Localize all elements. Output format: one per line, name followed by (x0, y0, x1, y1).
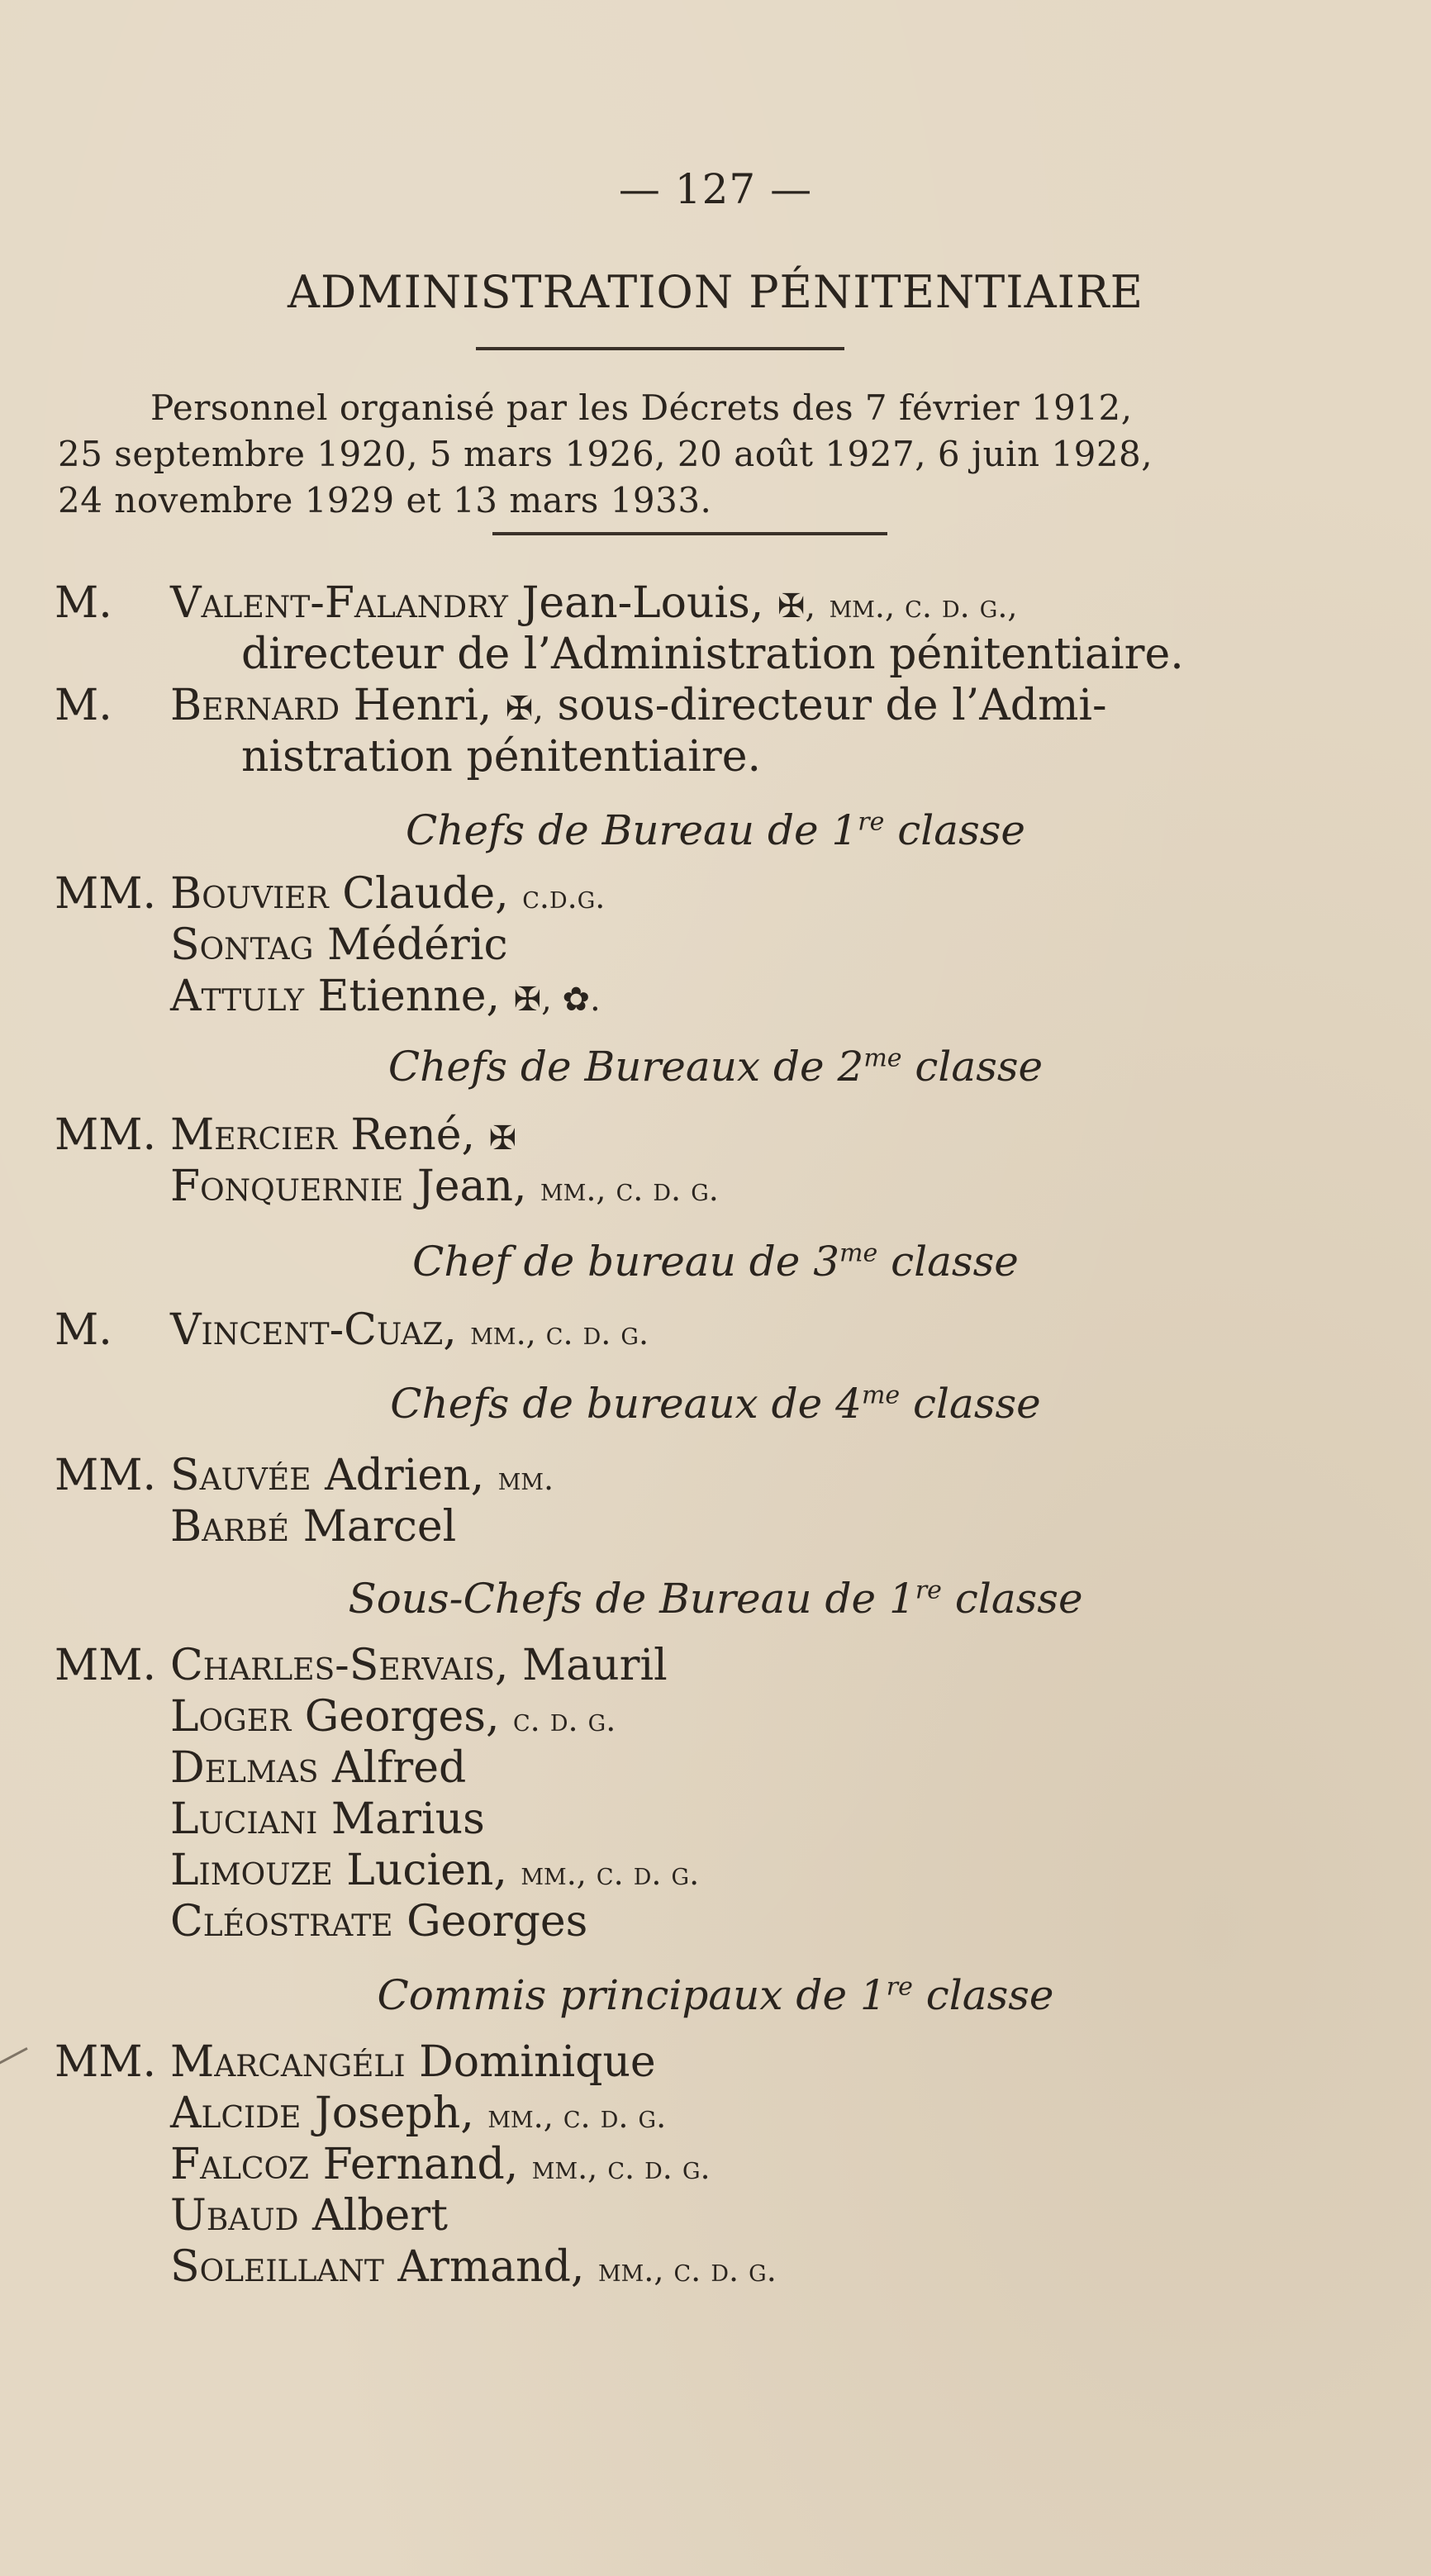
titles: mm., c. d. g. (540, 1172, 719, 1208)
section-heading-commis-1 (0, 1971, 1431, 2019)
section-heading-chefs-4 (0, 1380, 1431, 1428)
section-title: Chefs de Bureaux de 2 (387, 1043, 864, 1091)
list-item (170, 1692, 616, 1742)
section-title-sup: me (839, 1238, 878, 1268)
list-item (170, 1305, 649, 1355)
surname: Marcangéli (170, 2037, 406, 2087)
legion-honour-icon: ✠ (488, 1119, 517, 1157)
list-item (170, 1846, 699, 1895)
section-title: Sous-Chefs de Bureau de 1 (348, 1575, 915, 1623)
legion-honour-icon: ✠, (777, 587, 816, 625)
director-titles: mm., c. d. g., (829, 588, 1018, 625)
section-title: Chef de bureau de 3 (412, 1238, 840, 1286)
surname: Barbé (170, 1502, 290, 1552)
section-prefix: MM. (55, 2037, 157, 2087)
given-name: Médéric (326, 920, 508, 970)
titles: mm. (497, 1461, 554, 1497)
given-name: Georges, (304, 1692, 500, 1742)
section-title-end: classe (915, 1043, 1044, 1091)
titles: mm., c. d. g. (531, 2150, 711, 2186)
given-name: Georges (406, 1897, 588, 1946)
list-item (170, 2191, 448, 2241)
list-item (170, 869, 605, 919)
title-rule (476, 347, 844, 350)
given-name: Claude, (342, 869, 509, 919)
section-title-sup: me (863, 1043, 902, 1073)
subdirector-role: sous-directeur de l’Admi- (557, 681, 1107, 730)
subdirector-prefix: M. (55, 681, 112, 730)
surname: Mercier (170, 1110, 337, 1160)
surname: Alcide (170, 2089, 302, 2138)
list-item (170, 2089, 666, 2138)
list-item (170, 1451, 554, 1500)
section-prefix: MM. (55, 869, 157, 919)
surname: Soleillant (170, 2242, 384, 2292)
page-number: — 127 — (618, 165, 813, 213)
given-name: Marius (330, 1794, 485, 1844)
list-item (170, 1110, 516, 1160)
list-item (170, 1502, 456, 1552)
list-item (170, 1743, 466, 1793)
titles: mm., c. d. g. (487, 2098, 667, 2135)
section-title: Commis principaux de 1 (377, 1971, 887, 2019)
intro-line-1: Personnel organisé par les Décrets des 7 février 1912, (150, 387, 1133, 428)
subdirector-name: Henri, (353, 681, 492, 730)
section-title-end: classe (913, 1380, 1041, 1428)
surname: Cléostrate (170, 1897, 393, 1946)
section-title-sup: re (915, 1576, 942, 1605)
list-item (170, 2242, 777, 2292)
director-role: directeur de l’Administration pénitentiaire. (241, 630, 1184, 679)
section-prefix: MM. (55, 1110, 157, 1160)
margin-mark (0, 2047, 42, 2093)
intro-paragraph (58, 385, 1322, 524)
surname: Vincent-Cuaz, (170, 1305, 457, 1355)
surname: Limouze (170, 1846, 333, 1895)
list-item (170, 2037, 656, 2087)
subdirector-role-continued: nistration pénitentiaire. (241, 732, 762, 782)
given-name: Dominique (419, 2037, 656, 2087)
section-heading-chefs-2 (0, 1043, 1431, 1091)
legion-honour-icon: ✠, (505, 690, 544, 728)
section-prefix: MM. (55, 1451, 157, 1500)
intro-line-2: 25 septembre 1920, 5 mars 1926, 20 août 1927, 6 juin 1928, (58, 434, 1153, 474)
list-item (170, 1794, 485, 1844)
list-item (170, 1897, 587, 1946)
surname: Loger (170, 1692, 292, 1742)
surname: Falcoz (170, 2140, 310, 2189)
section-title: Chefs de Bureau de 1 (406, 806, 858, 854)
surname: Attuly (170, 972, 304, 1021)
section-heading-chefs-1 (0, 806, 1431, 854)
list-item (170, 1641, 668, 1690)
list-item (170, 2140, 711, 2189)
list-item (170, 972, 601, 1021)
director-surname: Valent-Falandry (170, 578, 508, 628)
decoration-icon: ✠, ✿. (513, 981, 601, 1019)
titles: mm., c. d. g. (597, 2252, 777, 2288)
surname: Luciani (170, 1794, 318, 1844)
director-prefix: M. (55, 578, 112, 628)
subdirector-surname: Bernard (170, 681, 340, 730)
surname: Ubaud (170, 2191, 299, 2241)
page-title: ADMINISTRATION PÉNITENTIAIRE (287, 266, 1144, 318)
titles: mm., c. d. g. (521, 1856, 700, 1892)
given-name: Armand, (397, 2242, 585, 2292)
given-name: Fernand, (322, 2140, 519, 2189)
surname: Bouvier (170, 869, 329, 919)
titles: c.d.g. (522, 879, 606, 915)
given-name: Albert (312, 2191, 449, 2241)
given-name: Adrien, (325, 1451, 485, 1500)
given-name: Jean, (416, 1162, 527, 1211)
surname: Fonquernie (170, 1162, 404, 1211)
surname: Sauvée (170, 1451, 311, 1500)
surname: Delmas (170, 1743, 319, 1793)
director-name: Jean-Louis, (521, 578, 764, 628)
section-title-end: classe (925, 1971, 1054, 2019)
section-title-sup: re (886, 1972, 913, 2002)
given-name: René, (350, 1110, 476, 1160)
given-name: Mauril (521, 1641, 668, 1690)
section-prefix: M. (55, 1305, 112, 1355)
section-heading-chef-3 (0, 1238, 1431, 1286)
section-title-sup: re (858, 807, 885, 837)
given-name: Alfred (331, 1743, 467, 1793)
given-name: Marcel (302, 1502, 457, 1552)
given-name: Joseph, (314, 2089, 474, 2138)
section-title-sup: me (861, 1381, 901, 1410)
given-name: Etienne, (317, 972, 501, 1021)
subdirector-entry (170, 681, 1107, 730)
list-item (170, 1162, 719, 1211)
list-item (170, 920, 508, 970)
titles: mm., c. d. g. (470, 1315, 649, 1352)
titles: c. d. g. (513, 1702, 616, 1738)
section-heading-sous-chefs-1 (0, 1575, 1431, 1623)
intro-rule (492, 532, 887, 535)
section-prefix: MM. (55, 1641, 157, 1690)
section-title-end: classe (897, 806, 1025, 854)
surname: Sontag (170, 920, 314, 970)
section-title: Chefs de bureaux de 4 (390, 1380, 862, 1428)
given-name: Lucien, (346, 1846, 507, 1895)
section-title-end: classe (954, 1575, 1083, 1623)
director-entry (170, 578, 1018, 628)
surname: Charles-Servais, (170, 1641, 509, 1690)
intro-line-3: 24 novembre 1929 et 13 mars 1933. (58, 480, 712, 520)
section-title-end: classe (891, 1238, 1019, 1286)
